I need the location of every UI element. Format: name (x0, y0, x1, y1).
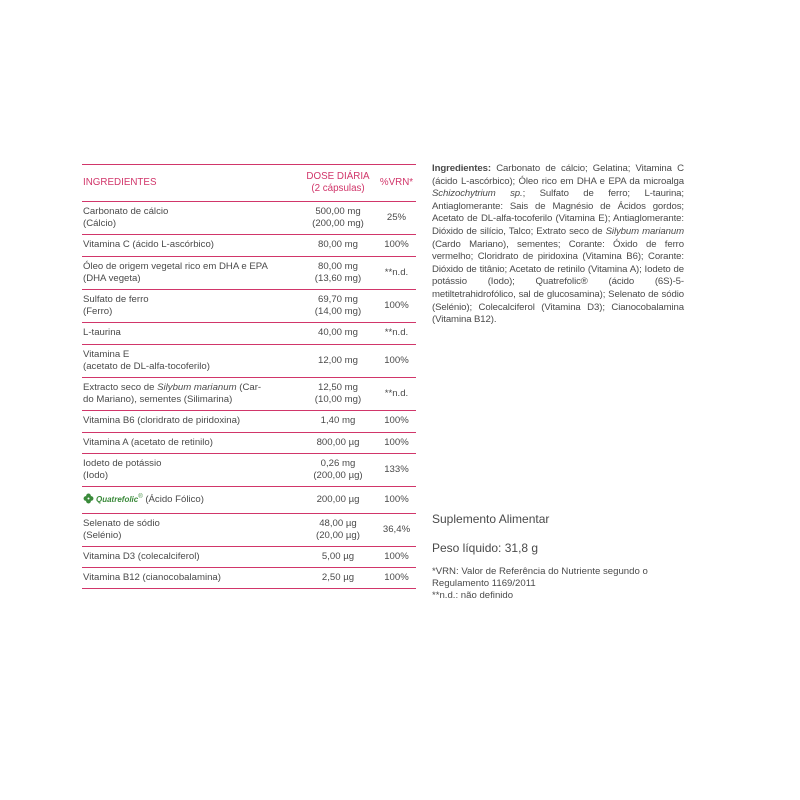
header-ingredients: INGREDIENTES (83, 176, 157, 188)
row-vrn: **n.d. (384, 266, 409, 278)
row-name: Vitamina B12 (cianocobalamina) (83, 572, 221, 584)
row-dose: 500,00 mg (200,00 mg) (312, 206, 364, 230)
row-dose: 12,50 mg (10,00 mg) (314, 382, 362, 406)
row-name: Carbonato de cálcio (Cálcio) (83, 206, 169, 230)
row-vrn: 100% (384, 436, 409, 448)
table-row (82, 411, 416, 432)
row-dose: 200,00 µg (316, 493, 360, 505)
row-vrn: 100% (384, 354, 409, 366)
table-row (82, 256, 416, 289)
row-name: Extracto seco de Silybum marianum (Car- do Mariano), sementes (Silimarina) (83, 382, 262, 406)
table-row (82, 547, 416, 568)
row-dose: 80,00 mg (317, 239, 358, 251)
quatrefolic-logo-text: Quatrefolic (96, 495, 139, 505)
row-name: Iodeto de potássio (Iodo) (83, 457, 162, 482)
row-vrn: 100% (384, 572, 409, 584)
row-vrn: 100% (384, 239, 409, 251)
table-row (82, 568, 416, 589)
footnotes (432, 566, 684, 603)
row-dose: 80,00 mg (13,60 mg) (314, 260, 362, 284)
quatrefolic-clover-icon (83, 493, 94, 508)
table-row (82, 378, 416, 411)
product-type: Suplemento Alimentar (432, 512, 550, 526)
ingredients-paragraph: Ingredientes: Carbonato de cálcio; Gelatina; Vitamina C (ácido L-ascórbico); Óleo rico em DHA e EPA da microalga Schizochytrium sp.; Sulfato de ferro; L-taurina; Antiaglomerante: Sais de Magnésio de Ácidos gordos; Acetato de DL-alfa-tocoferilo (Vitamina E); Antiaglomerante: Dióxido de silício, Talco; Extrato seco de Silybum marianum (Cardo Mariano), sementes; Corante: Óxido de ferro vermelho; Cloridrato de piridoxina (Vitamina B6); Corante: Dióxido de titânio; Acetato de retinilo (Vitamina A); Iodeto de potássio (Iodo); Quatrefolic® (ácido (6S)-5-metiltetrahidrofólico, sal de glucosamina); Selenato de sódio (Selénio); Colecalciferol (Vitamina D3); Cianocobalamina (Vitamina B12). (432, 163, 684, 326)
row-dose: 2,50 µg (321, 572, 355, 584)
row-vrn: 100% (384, 300, 409, 312)
row-name: Óleo de origem vegetal rico em DHA e EPA (DHA vegeta) (83, 260, 268, 284)
row-dose: 48,00 µg (20,00 µg) (316, 517, 360, 541)
header-dose-line1: DOSE DIÁRIA (306, 170, 370, 182)
header-vrn: %VRN* (379, 176, 414, 188)
row-dose: 40,00 mg (317, 327, 358, 339)
table-row (82, 487, 416, 513)
row-name: Vitamina D3 (colecalciferol) (83, 551, 200, 563)
table-row (82, 202, 416, 235)
row-name: Vitamina B6 (cloridrato de piridoxina) (83, 415, 241, 427)
row-vrn: **n.d. (384, 327, 409, 339)
row-name: Vitamina A (acetato de retinilo) (83, 436, 213, 448)
row-dose: 0,26 mg (200,00 µg) (313, 457, 363, 482)
nd-footnote: **n.d.: não definido (432, 590, 514, 602)
table-row (82, 513, 416, 546)
header-dose-line2: (2 cápsulas) (311, 183, 365, 194)
nutrition-table-wrapper (82, 164, 416, 589)
row-name: L-taurina (83, 327, 121, 339)
table-row (82, 290, 416, 323)
row-name: Selenato de sódio (Selénio) (83, 517, 160, 541)
row-dose: 5,00 µg (321, 551, 355, 563)
row-name: Vitamina E (acetato de DL-alfa-tocoferilo) (83, 348, 210, 372)
row-dose: 12,00 mg (317, 354, 358, 366)
table-row (82, 432, 416, 453)
row-dose: 1,40 mg (320, 415, 356, 427)
row-dose: 800,00 µg (316, 436, 360, 448)
table-row (82, 323, 416, 344)
row-vrn: 36,4% (382, 523, 411, 535)
row-vrn: 25% (386, 212, 407, 224)
row-name: Sulfato de ferro (Ferro) (83, 294, 149, 318)
row-vrn: 100% (384, 551, 409, 563)
header-daily-dose (299, 165, 377, 202)
row-dose: 69,70 mg (14,00 mg) (314, 294, 362, 318)
row-vrn: 100% (384, 493, 409, 505)
table-row (82, 453, 416, 486)
vrn-footnote: *VRN: Valor de Referência do Nutriente segundo o Regulamento 1169/2011 (432, 566, 648, 590)
table-header (82, 165, 416, 202)
row-vrn: 100% (384, 415, 409, 427)
row-name: Vitamina C (ácido L-ascórbico) (83, 239, 214, 251)
row-name: Quatrefolic® (Ácido Fólico) (82, 487, 299, 513)
row-vrn: 133% (384, 463, 409, 475)
row-vrn: **n.d. (384, 388, 409, 400)
ingredients-label: Ingredientes: (432, 163, 491, 174)
table-row (82, 235, 416, 256)
nutrition-table (82, 164, 416, 589)
net-weight: Peso líquido: 31,8 g (432, 541, 539, 555)
table-row (82, 344, 416, 377)
